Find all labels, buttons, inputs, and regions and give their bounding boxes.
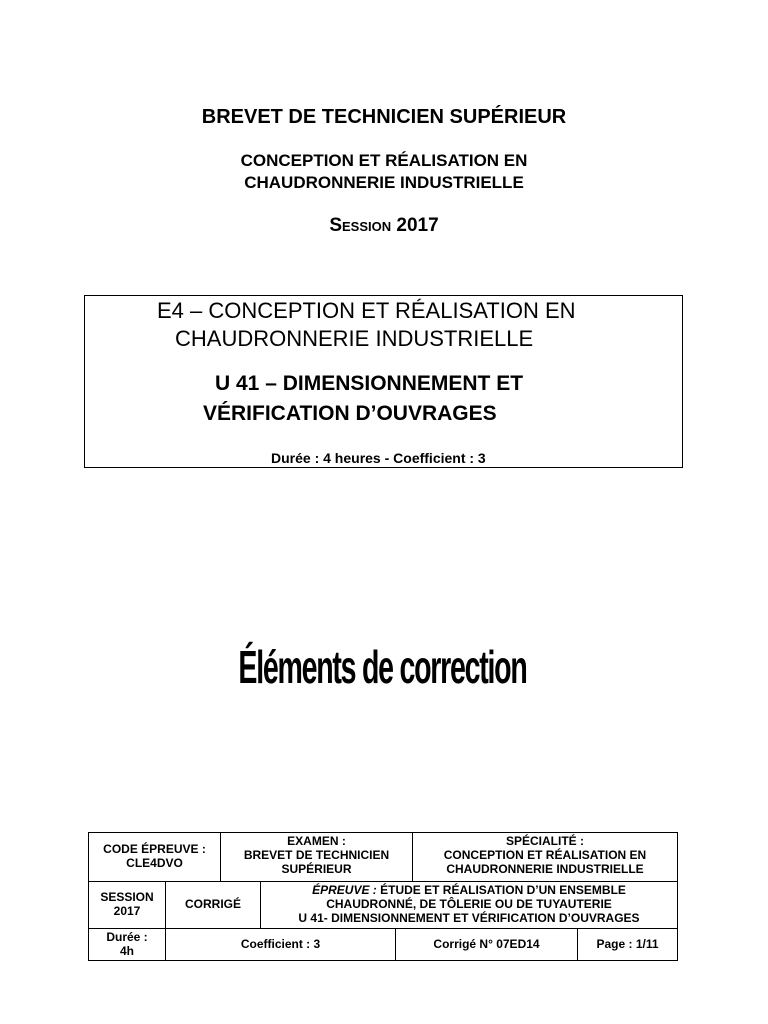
session-word: Session	[329, 215, 392, 236]
epreuve-label: ÉPREUVE :	[312, 883, 377, 897]
specialty-cell	[412, 833, 677, 881]
exam-label: EXAMEN :	[287, 834, 346, 848]
footer-table	[88, 832, 678, 961]
exam-value-1: BREVET DE TECHNICIEN	[243, 848, 390, 862]
corrige-number-cell: Corrigé N° 07ED14	[395, 928, 577, 960]
spec-value-2: CHAUDRONNERIE INDUSTRIELLE	[446, 862, 644, 876]
page-number-cell: Page : 1/11	[577, 928, 677, 960]
code-value: CLE4DVO	[126, 856, 183, 870]
unit-line-1: U 41 – DIMENSIONNEMENT ET	[215, 372, 524, 395]
session-cell	[89, 881, 165, 928]
epreuve-value-1: ÉTUDE ET RÉALISATION D’UN ENSEMBLE	[376, 883, 626, 897]
spec-label: SPÉCIALITÉ :	[505, 834, 584, 848]
epreuve-cell	[260, 881, 677, 928]
specialty-line-1: CONCEPTION ET RÉALISATION EN	[240, 151, 528, 170]
epreuve-value-2: CHAUDRONNÉ, DE TÔLERIE OU DE TUYAUTERIE	[326, 897, 612, 911]
correction-stamp: Éléments de correction	[238, 641, 527, 693]
exam-cell	[220, 833, 412, 881]
corrige-cell: CORRIGÉ	[165, 881, 260, 928]
epreuve-line-2: CHAUDRONNERIE INDUSTRIELLE	[175, 326, 534, 351]
session-heading	[0, 215, 768, 237]
unit-line-2: VÉRIFICATION D’OUVRAGES	[203, 402, 497, 425]
epreuve-title-box	[84, 295, 683, 468]
epreuve-line-1: E4 – CONCEPTION ET RÉALISATION EN	[157, 298, 576, 323]
duree-value: 4h	[119, 944, 134, 958]
epreuve-value-3: U 41- DIMENSIONNEMENT ET VÉRIFICATION D’OUVRAGES	[298, 911, 640, 925]
code-label: CODE ÉPREUVE :	[103, 842, 206, 856]
session-value: 2017	[113, 904, 141, 918]
duree-label: Durée :	[106, 930, 148, 944]
duree-cell	[89, 928, 165, 960]
duration-coefficient: Durée : 4 heures - Coefficient : 3	[271, 450, 486, 466]
coefficient-cell: Coefficient : 3	[165, 928, 395, 960]
specialty-line-2: CHAUDRONNERIE INDUSTRIELLE	[244, 173, 524, 192]
code-cell	[89, 833, 220, 881]
session-year: 2017	[396, 215, 439, 236]
spec-value-1: CONCEPTION ET RÉALISATION EN	[443, 848, 647, 862]
exam-value-2: SUPÉRIEUR	[281, 862, 352, 876]
session-label: SESSION	[100, 890, 154, 904]
exam-title: BREVET DE TECHNICIEN SUPÉRIEUR	[201, 106, 567, 128]
